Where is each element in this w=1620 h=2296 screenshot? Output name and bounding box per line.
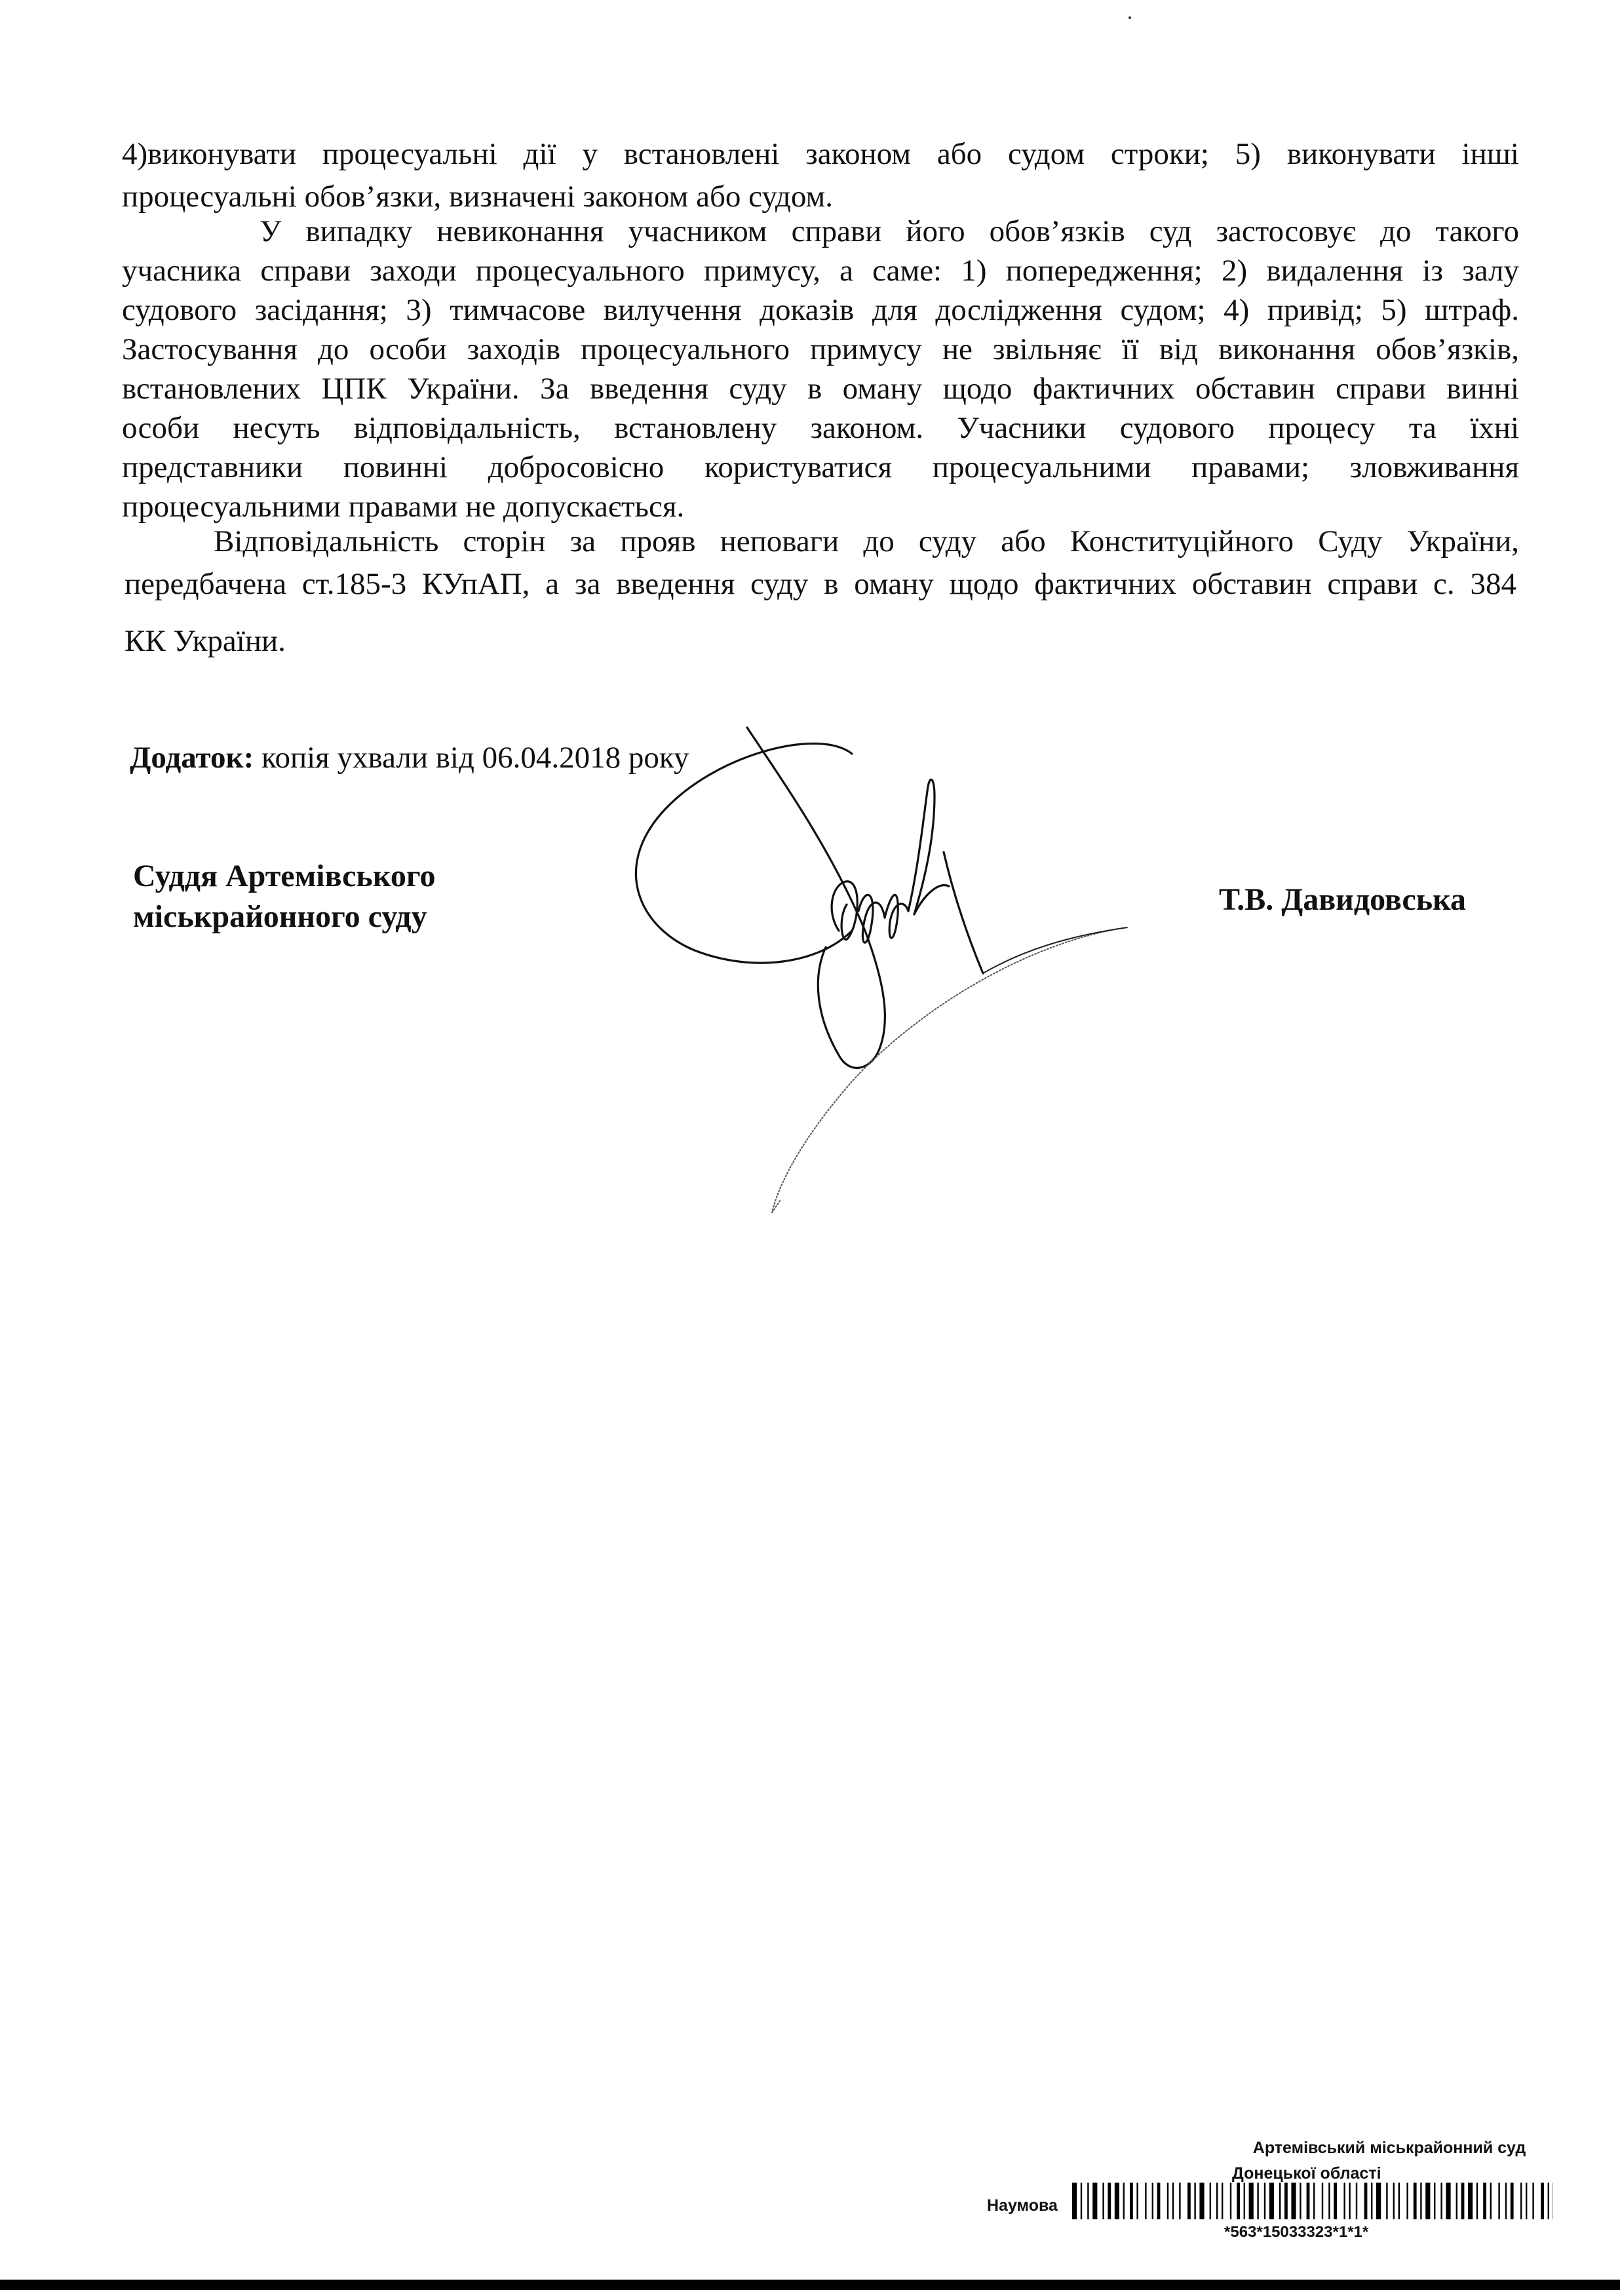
barcode-bar [1108, 2183, 1111, 2219]
barcode-bar [1087, 2183, 1089, 2219]
barcode-bar [1420, 2183, 1421, 2219]
barcode-bar [1520, 2183, 1522, 2219]
barcode-bar [1356, 2183, 1357, 2219]
body-line-8: особи несуть відповідальність, встановлену законом. Учасники судового процесу та їхні [122, 411, 1519, 445]
barcode-bar [1092, 2183, 1097, 2219]
barcode-bar [1393, 2183, 1395, 2219]
barcode-bar [1406, 2183, 1408, 2219]
court-stamp-line-1: Артемівський міськрайонний суд [1252, 2139, 1526, 2157]
barcode-bar [1349, 2183, 1350, 2219]
barcode-bar [1167, 2183, 1168, 2219]
barcode-bar [1269, 2183, 1274, 2219]
barcode-bar [1490, 2183, 1492, 2219]
barcode-bar [1291, 2183, 1296, 2219]
barcode-bar [1264, 2183, 1265, 2219]
barcode-bar [1386, 2183, 1387, 2219]
body-line-11: Відповідальність сторін за прояв неповаги до суду або Конституційного Суду України, [214, 524, 1519, 558]
barcode-bar [1334, 2183, 1337, 2219]
barcode-bar [1187, 2183, 1191, 2219]
barcode-bar [1230, 2183, 1231, 2219]
barcode-bar [1548, 2183, 1549, 2219]
scan-speck [1128, 16, 1131, 19]
barcode-bar [1398, 2183, 1400, 2219]
annex-text: копія ухвали від 06.04.2018 року [254, 741, 689, 775]
body-line-7: встановлених ЦПК України. За введення суду в оману щодо фактичних обставин справи винні [122, 372, 1519, 406]
barcode-bar [1343, 2183, 1345, 2219]
barcode-bar [1526, 2183, 1527, 2219]
body-line-4: учасника справи заходи процесуального примусу, а саме: 1) попередження; 2) видалення із залу [122, 254, 1519, 288]
barcode-bar [1371, 2183, 1372, 2219]
barcode-bar [1468, 2183, 1473, 2219]
barcode-bar [1115, 2183, 1119, 2219]
handwritten-signature [616, 714, 1153, 1239]
barcode-bar [1145, 2183, 1146, 2219]
barcode-bar [1456, 2183, 1457, 2219]
annex-label: Додаток: [130, 741, 254, 775]
barcode-bar [1194, 2183, 1195, 2219]
barcode-bar [1307, 2183, 1310, 2219]
body-line-5: судового засідання; 3) тимчасове вилучення доказів для дослідження судом; 4) привід; 5) штраф. [122, 293, 1519, 327]
barcode-bar [1440, 2183, 1442, 2219]
barcode-bar [1257, 2183, 1258, 2219]
barcode-bar [1152, 2183, 1153, 2219]
barcode-bar [1102, 2183, 1104, 2219]
body-line-10: процесуальними правами не допускається. [122, 490, 685, 524]
barcode-bar [1123, 2183, 1125, 2219]
barcode-bar [1364, 2183, 1368, 2219]
barcode-bar [1237, 2183, 1240, 2219]
barcode-bar [1210, 2183, 1211, 2219]
document-barcode [1072, 2183, 1553, 2219]
judge-title [133, 856, 435, 937]
court-stamp-line-2: Донецької області [1232, 2164, 1381, 2183]
scan-bottom-edge [0, 2280, 1620, 2290]
body-line-13: КК України. [125, 624, 286, 658]
annex-line [130, 738, 689, 777]
judge-title-line-2: міськрайонного суду [133, 899, 427, 934]
barcode-bar [1434, 2183, 1435, 2219]
barcode-bar [1446, 2183, 1450, 2219]
barcode-bar [1179, 2183, 1180, 2219]
barcode-bar [1284, 2183, 1288, 2219]
barcode-bar [1222, 2183, 1223, 2219]
barcode-bar [1376, 2183, 1381, 2219]
barcode-bar [1279, 2183, 1281, 2219]
barcode-bar [1300, 2183, 1301, 2219]
barcode-bar [1072, 2183, 1077, 2219]
barcode-bar [1157, 2183, 1161, 2219]
barcode-bar [1505, 2183, 1507, 2219]
barcode-bar [1313, 2183, 1315, 2219]
barcode-bar [1172, 2183, 1174, 2219]
body-line-2: процесуальні обов’язки, визначені законом або судом. [122, 180, 833, 214]
body-line-3: У випадку невиконання учасником справи його обов’язків суд застосовує до такого [260, 214, 1519, 248]
barcode-bar [1541, 2183, 1544, 2219]
body-line-9: представники повинні добросовісно користуватися процесуальними правами; зловживання [122, 450, 1519, 484]
body-line-6: Застосування до особи заходів процесуального примусу не звільняє її від виконання обов’язків, [122, 332, 1519, 366]
barcode-bar [1322, 2183, 1323, 2219]
barcode-bar [1249, 2183, 1254, 2219]
barcode-bar [1414, 2183, 1417, 2219]
body-line-12: передбачена ст.185-3 КУпАП, а за введення суду в оману щодо фактичних обставин справи с. 384 [125, 567, 1516, 601]
barcode-bar [1461, 2183, 1465, 2219]
barcode-bar [1081, 2183, 1082, 2219]
barcode-bar [1498, 2183, 1499, 2219]
body-line-1: 4)виконувати процесуальні дії у встановлені законом або судом строки; 5) виконувати інші [122, 137, 1519, 171]
barcode-bar [1425, 2183, 1430, 2219]
barcode-bar [1199, 2183, 1204, 2219]
barcode-bar [1532, 2183, 1533, 2219]
clerk-name: Наумова [987, 2196, 1058, 2215]
barcode-bar [1216, 2183, 1218, 2219]
barcode-bar [1130, 2183, 1133, 2219]
barcode-bar [1244, 2183, 1245, 2219]
barcode-bar [1136, 2183, 1138, 2219]
barcode-bar [1328, 2183, 1330, 2219]
barcode-bar [1483, 2183, 1486, 2219]
barcode-bar [1476, 2183, 1478, 2219]
judge-title-line-1: Суддя Артемівського [133, 859, 436, 893]
judge-name: Т.В. Давидовська [1219, 882, 1467, 917]
barcode-number: *563*15033323*1*1* [1224, 2223, 1369, 2241]
barcode-bar [1511, 2183, 1514, 2219]
